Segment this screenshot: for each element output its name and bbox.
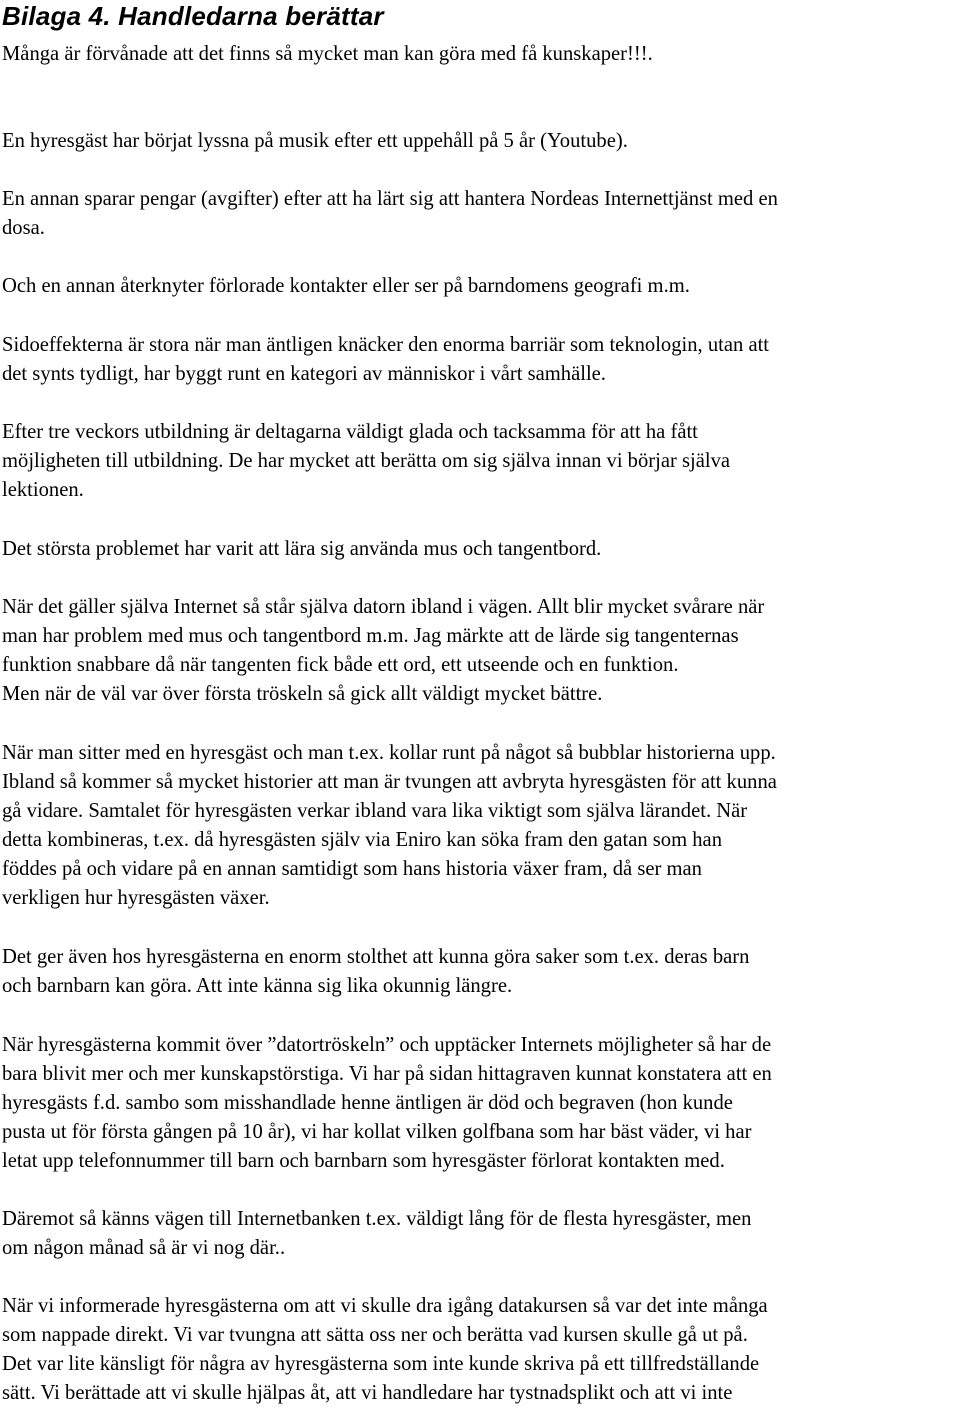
paragraph-line: Men när de väl var över första tröskeln så gick allt väldigt mycket bättre. [2,683,603,706]
paragraph-line: Efter tre veckors utbildning är deltagarna väldigt glada och tacksamma för att ha fått [2,421,698,443]
paragraph-line: man har problem med mus och tangentbord m.m. Jag märkte att de lärde sig tangenternas [2,625,739,648]
paragraph-line: sätt. Vi berättade att vi skulle hjälpas åt, att vi handledare har tystnadsplikt och att vi inte [2,1382,733,1405]
paragraph-line: När man sitter med en hyresgäst och man t.ex. kollar runt på något så bubblar historierna upp. [2,742,776,764]
paragraph-line: verkligen hur hyresgästen växer. [2,887,270,910]
paragraph-line: När det gäller själva Internet så står själva datorn ibland i vägen. Allt blir mycket svårare när [2,596,765,618]
paragraph-line: föddes på och vidare på en annan samtidigt som hans historia växer fram, då ser man [2,858,702,881]
paragraph [2,943,958,1001]
paragraph [2,739,958,914]
paragraph-line: bara blivit mer och mer kunskapstörstiga. Vi har på sidan hittagraven kunnat konstatera att en [2,1063,772,1086]
paragraph [2,331,958,389]
paragraph-line: Ibland så kommer så mycket historier att man är tvungen att avbryta hyresgästen för att kunna [2,771,777,794]
paragraph [2,185,958,243]
paragraph-line: letat upp telefonnummer till barn och barnbarn som hyresgäster förlorat kontakten med. [2,1150,725,1173]
paragraph-line: Däremot så känns vägen till Internetbanken t.ex. väldigt lång för de flesta hyresgäster, men [2,1208,752,1230]
paragraph-line: Många är förvånade att det finns så mycket man kan göra med få kunskaper!!!. [2,43,653,65]
paragraph-line: detta kombineras, t.ex. då hyresgästen själv via Eniro kan söka fram den gatan som han [2,829,722,852]
paragraph [2,272,958,301]
document-title: Bilaga 4. Handledarna berättar [2,1,384,31]
paragraph-line: pusta ut för första gången på 10 år), vi har kollat vilken golfbana som har bäst väder, vi har [2,1121,752,1144]
paragraph-line: det synts tydligt, har byggt runt en kategori av människor i vårt samhälle. [2,363,606,386]
paragraph [2,40,958,69]
paragraph [2,1205,958,1263]
paragraph-line: gå vidare. Samtalet för hyresgästen verkar ibland vara lika viktigt som själva lärandet. När [2,800,748,823]
paragraph-line: Och en annan återknyter förlorade kontakter eller ser på barndomens geografi m.m. [2,275,690,297]
paragraph-line: När vi informerade hyresgästerna om att vi skulle dra igång datakursen så var det inte många [2,1295,768,1317]
paragraph [2,1031,958,1176]
paragraph-line: lektionen. [2,479,84,502]
paragraph-line: funktion snabbare då när tangenten fick både ett ord, ett utseende och en funktion. [2,654,679,677]
paragraph-line: Det ger även hos hyresgästerna en enorm stolthet att kunna göra saker som t.ex. deras barn [2,946,750,968]
paragraph-line: hyresgästs f.d. sambo som misshandlade henne äntligen är död och begraven (hon kunde [2,1092,733,1115]
paragraph-line: Det största problemet har varit att lära sig använda mus och tangentbord. [2,538,602,560]
paragraph-line: Det var lite känsligt för några av hyresgästerna som inte kunde skriva på ett tillfredställande [2,1353,760,1376]
paragraph-line: En annan sparar pengar (avgifter) efter att ha lärt sig att hantera Nordeas Internettjänst med en [2,188,778,210]
paragraph-line: dosa. [2,217,45,240]
paragraph-line: En hyresgäst har börjat lyssna på musik efter ett uppehåll på 5 år (Youtube). [2,130,628,152]
paragraph [2,418,958,505]
paragraph [2,535,958,564]
paragraph [2,127,958,156]
paragraph-line: Sidoeffekterna är stora när man äntligen knäcker den enorma barriär som teknologin, utan att [2,334,770,356]
paragraph [2,593,958,709]
paragraph [2,1292,958,1408]
paragraph-line: om någon månad så är vi nog där.. [2,1237,286,1260]
paragraph-line: När hyresgästerna kommit över ”datortröskeln” och upptäcker Internets möjligheter så har de [2,1034,772,1056]
paragraph-line: och barnbarn kan göra. Att inte känna sig lika okunnig längre. [2,975,513,998]
paragraph-line: möjligheten till utbildning. De har mycket att berätta om sig själva innan vi börjar själva [2,450,731,473]
paragraph-line: som nappade direkt. Vi var tvungna att sätta oss ner och berätta vad kursen skulle gå ut på. [2,1324,748,1347]
